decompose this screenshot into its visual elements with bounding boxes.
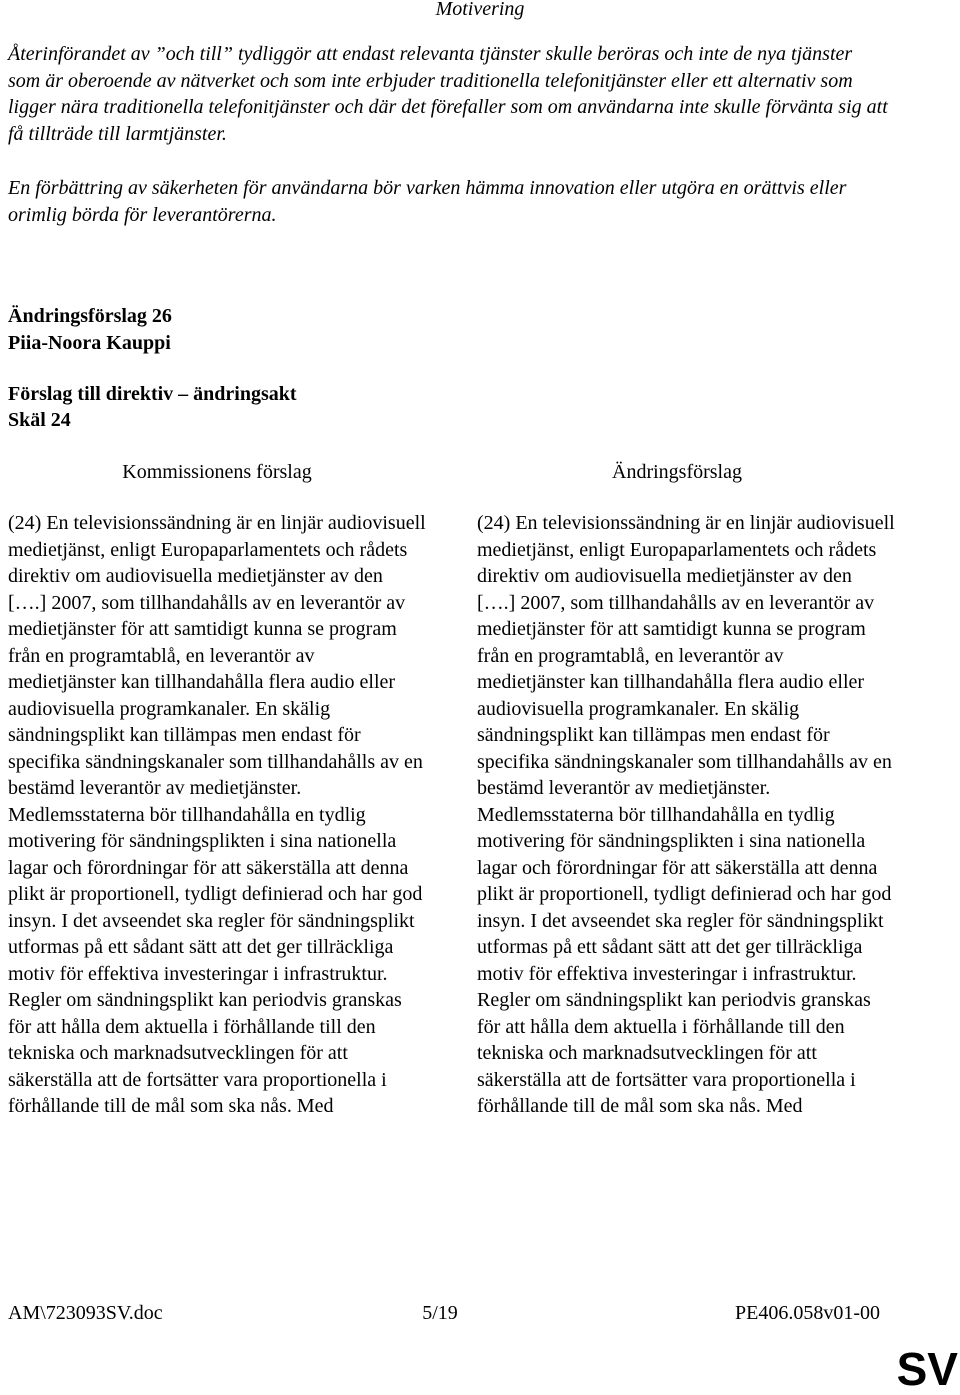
recital-reference: Skäl 24 xyxy=(8,409,71,431)
motivation-paragraph-1: Återinförandet av ”och till” tydliggör att endast relevanta tjänster skulle beröras och inte de nya tjänster som är oberoende av nätverket och som inte erbjuder traditionella telefonitjänster eller ett alternativ som ligger nära traditionella telefonitjänster och där det förefaller som om användarna inte skulle förvänta sig att få tillträde till larmtjänster. xyxy=(8,43,888,145)
amendment-author: Piia-Noora Kauppi xyxy=(8,332,171,354)
commission-proposal-text: (24) En televisionssändning är en linjär audiovisuell medietjänst, enligt Europaparlamentets och rådets direktiv om audiovisuella medietjänster av den [….] 2007, som tillhandahålls av en leverantör av medietjänster för att samtidigt kunna se program från en programtablå, en leverantör av medietjänster kan tillhandahålla flera audio eller audiovisuella programkanaler. En skälig sändningsplikt kan tillämpas men endast för specifika sändningskanaler som tillhandahålls av en bestämd leverantör av medietjänster. Medlemsstaterna bör tillhandahålla en tydlig motivering för sändningsplikten i sina nationella lagar och förordningar för att säkerställa att denna plikt är proportionell, tydligt definierad och har god insyn. I det avseendet ska regler för sändningsplikt utformas på ett sådant sätt att det ger tillräckliga motiv för effektiva investeringar i infrastruktur. Regler om sändningsplikt kan periodvis granskas för att hålla dem aktuella i förhållande till den tekniska och marknadsutvecklingen för att säkerställa att de fortsätter vara proportionella i förhållande till de mål som ska nås. Med xyxy=(8,512,426,1117)
amendment-text: (24) En televisionssändning är en linjär audiovisuell medietjänst, enligt Europaparlamentets och rådets direktiv om audiovisuella medietjänster av den [….] 2007, som tillhandahålls av en leverantör av medietjänster för att samtidigt kunna se program från en programtablå, en leverantör av medietjänster kan tillhandahålla flera audio eller audiovisuella programkanaler. En skälig sändningsplikt kan tillämpas men endast för specifika sändningskanaler som tillhandahålls av en bestämd leverantör av medietjänster. Medlemsstaterna bör tillhandahålla en tydlig motivering för sändningsplikten i sina nationella lagar och förordningar för att säkerställa att denna plikt är proportionell, tydligt definierad och har god insyn. I det avseendet ska regler för sändningsplikt utformas på ett sådant sätt att det ger tillräckliga motiv för effektiva investeringar i infrastruktur. Regler om sändningsplikt kan periodvis granskas för att hålla dem aktuella i förhållande till den tekniska och marknadsutvecklingen för att säkerställa att de fortsätter vara proportionella i förhållande till de mål som ska nås. Med xyxy=(477,512,895,1117)
motivation-heading: Motivering xyxy=(435,0,525,20)
amendment-header: Ändringsförslag xyxy=(612,461,742,483)
proposal-type: Förslag till direktiv – ändringsakt xyxy=(8,383,297,405)
language-code: SV xyxy=(896,1343,958,1395)
motivation-paragraph-2: En förbättring av säkerheten för användarna bör varken hämma innovation eller utgöra en orättvis eller orimlig börda för leverantörerna. xyxy=(8,177,847,226)
amendment-number: Ändringsförslag 26 xyxy=(8,305,172,327)
footer-page-number: 5/19 xyxy=(422,1302,458,1324)
commission-proposal-header: Kommissionens förslag xyxy=(122,461,312,483)
footer-pe-reference: PE406.058v01-00 xyxy=(735,1302,880,1324)
footer-document-reference: AM\723093SV.doc xyxy=(8,1302,163,1324)
